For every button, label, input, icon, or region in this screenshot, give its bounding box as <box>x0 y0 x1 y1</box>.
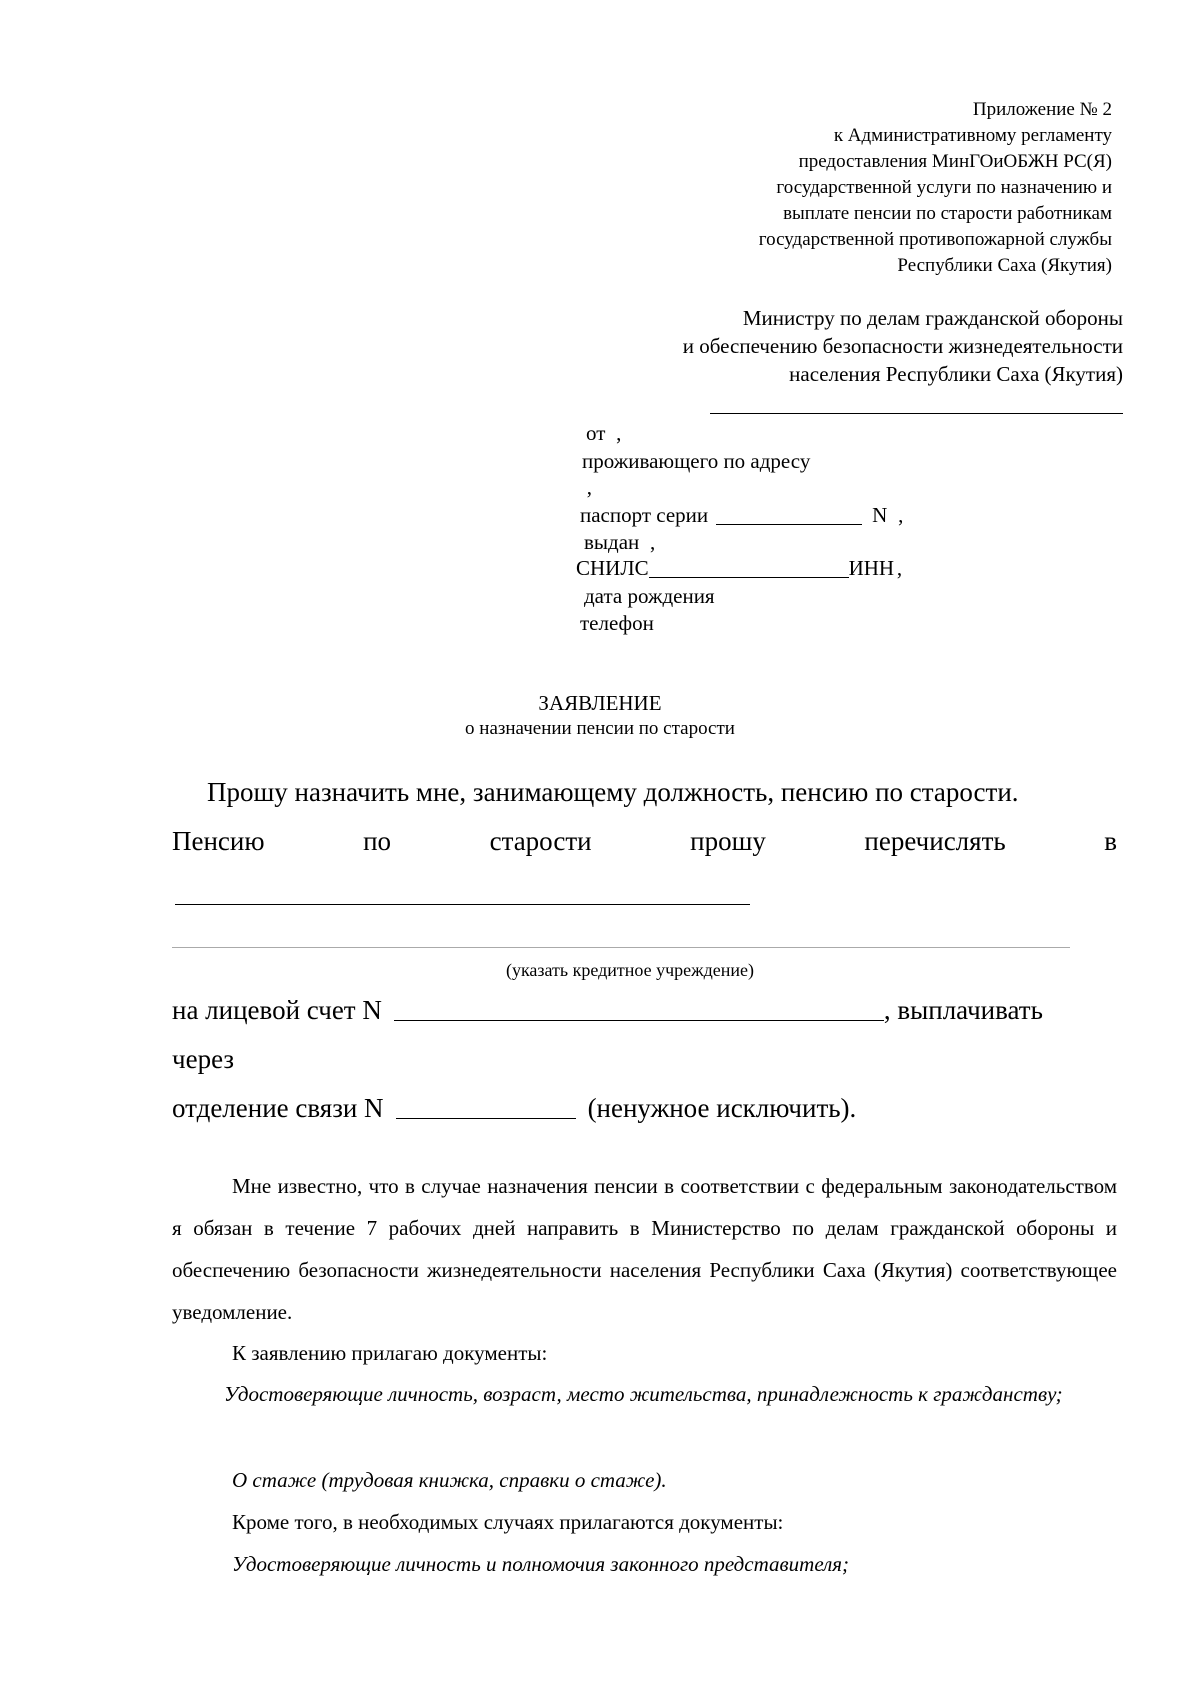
annex-line: государственной услуги по назначению и <box>776 177 1112 198</box>
extra-attachments-heading: Кроме того, в необходимых случаях прилагаются документы: <box>232 1510 784 1534</box>
annex-line: государственной противопожарной службы <box>758 229 1112 250</box>
passport-series-label: паспорт серии <box>580 503 709 527</box>
comma: , <box>896 556 903 580</box>
annex-line: выплате пенсии по старости работникам <box>783 203 1112 224</box>
post-office-number-input-line[interactable] <box>396 1118 576 1119</box>
field-issued <box>570 529 1123 555</box>
inn-label: ИНН <box>848 556 895 580</box>
snils-label: СНИЛС <box>576 556 649 580</box>
birth-date-label: дата рождения <box>584 584 715 608</box>
field-from <box>570 420 1123 446</box>
field-snils-inn <box>570 555 1123 581</box>
pay-label: , выплачивать <box>883 995 1043 1025</box>
addressee-line: Министру по делам гражданской обороны <box>742 306 1123 330</box>
credit-institution-input-line[interactable] <box>175 904 750 905</box>
annex-line: Республики Саха (Якутия) <box>897 255 1112 276</box>
extra-attachment-item-1: Удостоверяющие личность и полномочия законного представителя; <box>232 1552 850 1576</box>
field-passport <box>570 502 1123 528</box>
issued-label: выдан <box>584 530 640 554</box>
account-label: на лицевой счет N <box>172 995 382 1025</box>
credit-institution-second-line[interactable] <box>172 947 1070 948</box>
field-address-continued <box>570 474 1123 500</box>
exclude-note: (ненужное исключить). <box>587 1093 857 1123</box>
notice-paragraph: Мне известно, что в случае назначения пенсии в соответствии с федеральным законодательством я обязан в течение 7 рабочих дней направить в Министерство по делам гражданской обороны и обеспечению безопасности жизнедеятельности населения Республики Саха (Якутия) соответствующее уведомление. <box>172 1174 1117 1324</box>
attachments-heading: К заявлению прилагаю документы: <box>232 1341 548 1365</box>
through-label: через <box>172 1044 235 1074</box>
request-line-2: Пенсию по старости прошу перечислять в <box>172 826 1117 856</box>
field-address <box>570 448 1123 474</box>
attachment-item-1: Удостоверяющие личность, возраст, место жительства, принадлежность к гражданству; <box>224 1382 1063 1406</box>
field-birth-date <box>570 583 1123 609</box>
post-office-label: отделение связи N <box>172 1093 384 1123</box>
attachment-item-2: О стаже (трудовая книжка, справки о стаже). <box>232 1468 667 1492</box>
account-number-input-line[interactable] <box>394 1020 884 1021</box>
comma: , <box>898 503 904 527</box>
account-row <box>172 993 1117 1027</box>
passport-number-label: N <box>872 503 888 527</box>
addressee-line: и обеспечению безопасности жизнедеятельности <box>682 334 1123 358</box>
annex-header <box>592 97 1112 279</box>
addressee-block <box>563 304 1123 388</box>
request-line-1: Прошу назначить мне, занимающему должность, пенсию по старости. <box>207 777 1019 807</box>
annex-line: Приложение № 2 <box>972 99 1112 120</box>
annex-line: предоставления МинГОиОБЖН РС(Я) <box>798 151 1112 172</box>
post-office-row <box>172 1091 1117 1125</box>
from-label: от <box>586 421 606 445</box>
passport-series-input-line[interactable] <box>716 524 862 525</box>
addressee-name-line <box>710 413 1123 414</box>
credit-institution-caption: (указать кредитное учреждение) <box>505 960 755 980</box>
addressee-line: населения Республики Саха (Якутия) <box>789 362 1123 386</box>
field-phone <box>570 610 1123 636</box>
annex-line: к Административному регламенту <box>833 125 1112 146</box>
phone-label: телефон <box>580 611 654 635</box>
snils-input-line[interactable] <box>649 577 849 578</box>
document-title: ЗАЯВЛЕНИЕ <box>538 691 662 715</box>
comma: , <box>650 530 656 554</box>
comma: , <box>586 475 592 499</box>
document-subtitle: о назначении пенсии по старости <box>465 718 735 739</box>
address-label: проживающего по адресу <box>582 449 811 473</box>
comma: , <box>616 421 622 445</box>
